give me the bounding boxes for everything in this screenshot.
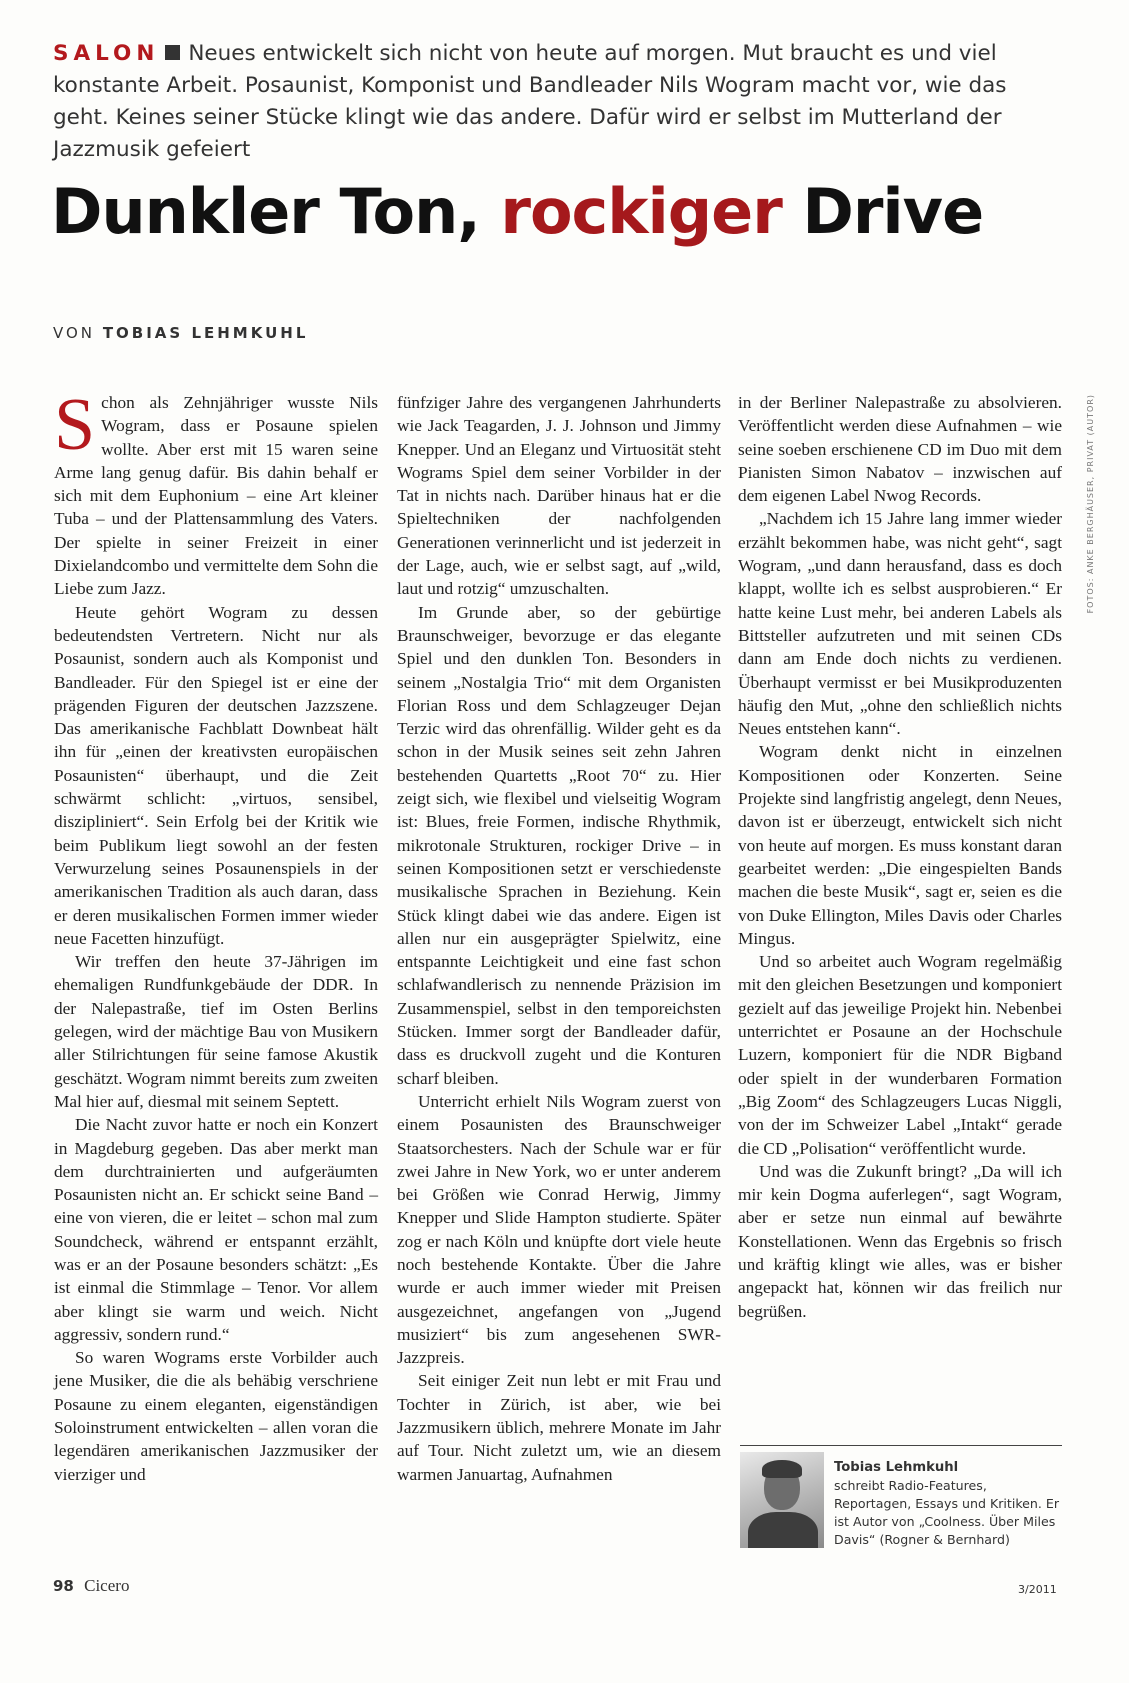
- drop-cap: S: [54, 384, 96, 466]
- section-kicker: SALON: [53, 41, 160, 66]
- author-photo: [740, 1452, 824, 1548]
- paragraph: Und was die Zukunft bringt? „Da will ich mir kein Dogma auferlegen“, sagt Wogram, aber er setze nun einmal auf bewährte Konstellationen. Wenn das Ergebnis so frisch und kräftig klingt wie alles, was er bisher angepackt hat, können wir das freilich nur begrüßen.: [738, 1161, 1062, 1321]
- paragraph: Wir treffen den heute 37-Jährigen im ehemaligen Rundfunkgebäude der DDR. In der Nalepastraße, tief im Osten Berlins gelegen, wird der mächtige Bau von Musikern aller Stilrichtungen für seine famose Akustik geschätzt. Wogram nimmt bereits zum zweiten Mal hier auf, diesmal mit seinem Septett.: [54, 952, 378, 1111]
- paragraph: fünfziger Jahre des vergangenen Jahrhunderts wie Jack Teagarden, J. J. Johnson und Jimmy Knepper. Und an Eleganz und Virtuosität steht Wograms Spiel dem seiner Vorbilder in der Tat in nichts nach. Darüber hinaus hat er die Spieltechniken der nachfolgenden Generationen verinnerlicht und ist jederzeit in der Lage, auch, wie er selbst sagt, auf „wild, laut und rotzig“ umzuschalten.: [397, 393, 721, 599]
- byline-prefix: VON: [53, 324, 96, 342]
- photo-credit: FOTOS: ANKE BERGHÄUSER, PRIVAT (AUTOR): [1086, 394, 1095, 614]
- article-column-3: [738, 391, 1062, 1323]
- headline-part-1: Dunkler Ton,: [51, 175, 480, 248]
- paragraph: Unterricht erhielt Nils Wogram zuerst von einem Posaunisten des Braunschweiger Staatsorchesters. Nach der Schule war er für zwei Jahre in New York, wo er unter anderem bei Größen wie Conrad Herwig, Jimmy Knepper und Slide Hampton studierte. Später zog er nach Köln und knüpfte dort viele heute noch bestehende Kontakte. Über die Jahre wurde er auch immer wieder mit Preisen ausgezeichnet, angefangen von „Jugend musiziert“ bis zum angesehenen SWR-Jazzpreis.: [397, 1091, 721, 1368]
- paragraph: „Nachdem ich 15 Jahre lang immer wieder erzählt bekommen habe, was nicht geht“, sagt Wogram, „und dann herausfand, dass es doch klappt, wollte ich es selbst ausprobieren.“ Er hatte keine Lust mehr, bei anderen Labels als Bittsteller aufzutreten und mit seinen CDs dann am Ende doch nichts zu verdienen. Überhaupt vermisst er bei Musikproduzenten häufig den Mut, „ohne den schließlich nichts Neues entstehen kann“.: [738, 509, 1062, 739]
- paragraph: Und so arbeitet auch Wogram regelmäßig mit den gleichen Besetzungen und komponiert gezielt auf das jeweilige Projekt hin. Nebenbei unterrichtet er Posaune an der Hochschule Luzern, komponiert für die NDR Bigband oder spielt in der wunderbaren Formation „Big Zoom“ des Schlagzeugers Lucas Niggli, von der im Schweizer Label „Intakt“ gerade die CD „Polisation“ veröffentlicht wurde.: [738, 952, 1062, 1158]
- page-footer: [53, 1576, 129, 1596]
- intro-teaser: [53, 38, 1063, 166]
- intro-text: Neues entwickelt sich nicht von heute auf morgen. Mut braucht es und viel konstante Arbeit. Posaunist, Komponist und Bandleader Nils Wogram macht vor, wie das geht. Keines seiner Stücke klingt wie das andere. Dafür wird er selbst im Mutterland der Jazzmusik gefeiert: [53, 41, 1007, 162]
- issue-number: 3/2011: [1018, 1583, 1057, 1596]
- paragraph: Die Nacht zuvor hatte er noch ein Konzert in Magdeburg gegeben. Das aber merkt man dem durchtrainierten und aufgeräumten Posaunisten nicht an. Er schickt seine Band – eine von vieren, die er leitet – schon mal zum Soundcheck, während er entspannt erzählt, was er an der Posaune besonders schätzt: „Es ist einmal die Stimmlage – Tenor. Vor allem aber klingt sie warm und weich. Nicht aggressiv, sondern rund.“: [54, 1115, 378, 1344]
- magazine-name: Cicero: [84, 1576, 130, 1595]
- paragraph: Seit einiger Zeit nun lebt er mit Frau und Tochter in Zürich, ist aber, wie bei Jazzmusikern üblich, mehrere Monate im Jahr auf Tour. Nicht zuletzt um, wie an diesem warmen Januartag, Aufnahmen: [397, 1371, 721, 1484]
- author-name: Tobias Lehmkuhl: [834, 1460, 959, 1475]
- author-bio-text: schreibt Radio-Features, Reportagen, Essays und Kritiken. Er ist Autor von „Coolness. Über Miles Davis“ (Rogner & Bernhard): [834, 1478, 1060, 1547]
- byline: [53, 324, 308, 342]
- headline-part-2: rockiger: [500, 175, 782, 248]
- headline: [51, 172, 983, 252]
- page-number: 98: [53, 1577, 74, 1595]
- author-bio: [834, 1459, 1062, 1549]
- byline-author: TOBIAS LEHMKUHL: [102, 324, 309, 342]
- square-bullet-icon: [165, 45, 180, 60]
- paragraph: Im Grunde aber, so der gebürtige Braunschweiger, bevorzuge er das elegante Spiel und den dunklen Ton. Besonders in seinem „Nostalgia Trio“ mit dem Organisten Florian Ross und dem Schlagzeuger Dejan Terzic wird das ohrenfällig. Wilder geht es da schon in der Musik seines seit zehn Jahren bestehenden Quartetts „Root 70“ zu. Hier zeigt sich, wie flexibel und vielseitig Wogram ist: Blues, freie Formen, indische Rhythmik, mikrotonale Strukturen, rockiger Drive – in seinen Kompositionen setzt er verschiedenste musikalische Sprachen in Beziehung. Kein Stück klingt dabei wie das andere. Eigen ist allen nur ein ausgeprägter Spielwitz, eine entspannte Leichtigkeit und eine fast schon schlafwandlerisch zu nennende Präzision im Zusammenspiel, selbst in den temporeichsten Stücken. Immer sorgt der Bandleader dafür, dass es druckvoll zugeht und die Konturen scharf bleiben.: [397, 602, 721, 1088]
- bio-divider: [740, 1445, 1062, 1446]
- headline-part-3: Drive: [802, 175, 984, 248]
- paragraph: in der Berliner Nalepastraße zu absolvieren. Veröffentlicht werden diese Aufnahmen – wie seine soeben erschienene CD im Duo mit dem Pianisten Simon Nabatov – inzwischen auf dem eigenen Label Nwog Records.: [738, 393, 1062, 506]
- paragraph: Schon als Zehnjähriger wusste Nils Wogram, dass er Posaune spielen wollte. Aber erst mit 15 waren seine Arme lang genug dafür. Bis dahin behalf er sich mit dem Euphonium – eine Art kleiner Tuba – und der Plattensammlung des Vaters. Der spielte in seiner Freizeit in einer Dixielandcombo und vermittelte dem Sohn die Liebe zum Jazz.: [54, 384, 378, 599]
- article-column-1: [54, 384, 378, 1486]
- article-column-2: [397, 391, 721, 1486]
- paragraph: Heute gehört Wogram zu dessen bedeutendsten Vertretern. Nicht nur als Posaunist, sondern auch als Komponist und Bandleader. Für den Spiegel ist er eine der prägenden Figuren der deutschen Jazzszene. Das amerikanische Fachblatt Downbeat hält ihn für „einen der kreativsten europäischen Posaunisten“ überhaupt, und die Zeit schwärmt schlicht: „virtuos, sensibel, diszipliniert“. Sein Erfolg bei der Kritik wie beim Publikum liegt sowohl an der festen Verwurzelung seines Posaunenspiels in der amerikanischen Tradition als auch daran, dass er deren musikalischen Formen immer wieder neue Facetten hinzufügt.: [54, 602, 378, 948]
- paragraph: So waren Wograms erste Vorbilder auch jene Musiker, die die als behäbig verschriene Posaune zu einem eleganten, eigenständigen Soloinstrument entwickelten – allen voran die legendären amerikanischen Jazzmusiker der vierziger und: [54, 1348, 378, 1484]
- paragraph: Wogram denkt nicht in einzelnen Kompositionen oder Konzerten. Seine Projekte sind langfristig angelegt, denn Neues, davon ist er überzeugt, entwickelt sich nicht von heute auf morgen. Es muss konstant daran gearbeitet werden: „Die eingespielten Bands machen die beste Musik“, sagt er, seien es die von Duke Ellington, Miles Davis oder Charles Mingus.: [738, 742, 1062, 948]
